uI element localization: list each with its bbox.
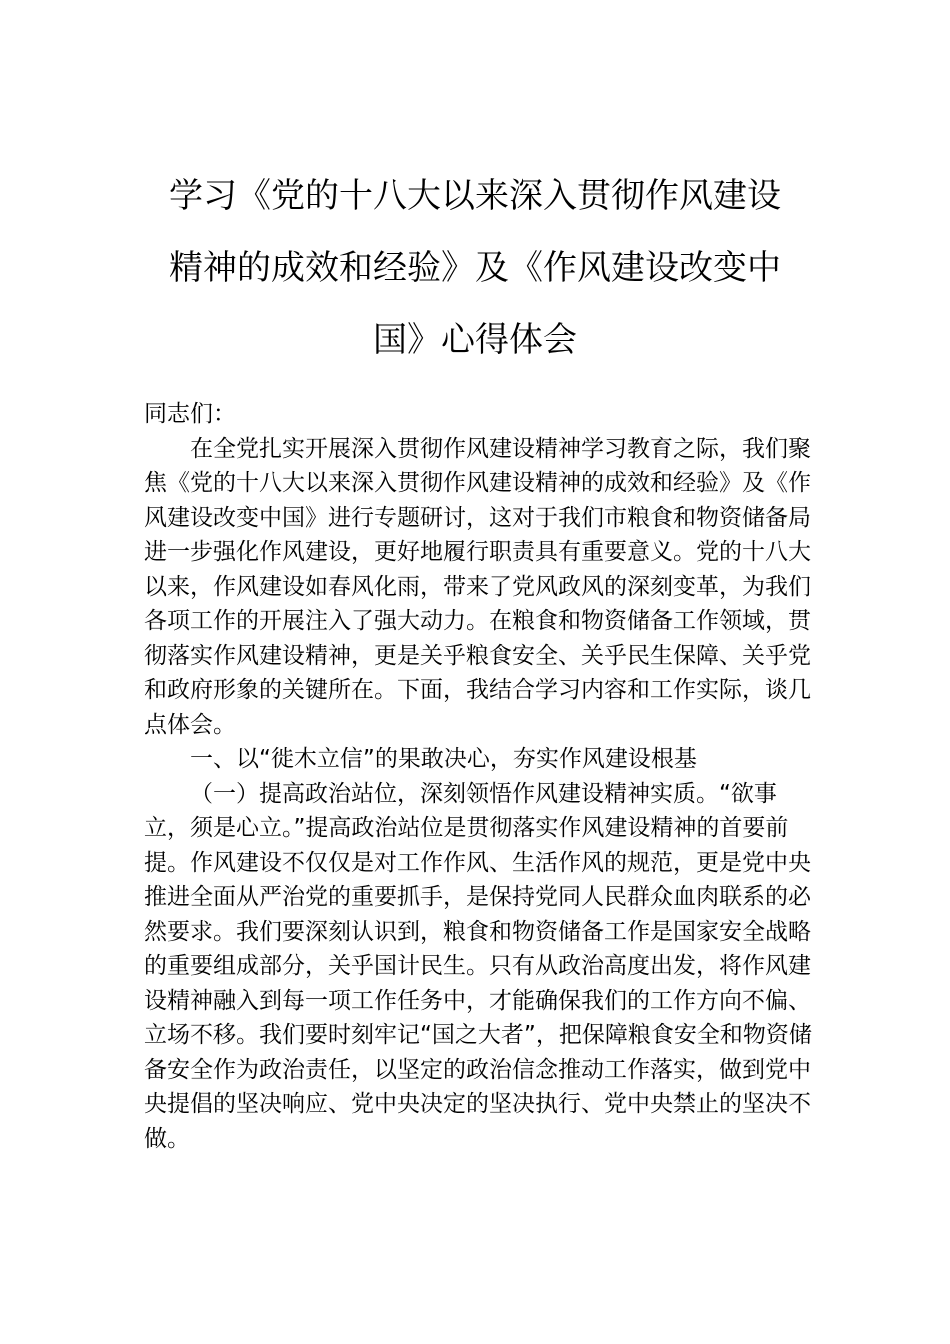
- body-paragraph-intro: 在全党扎实开展深入贯彻作风建设精神学习教育之际，我们聚焦《党的十八大以来深入贯彻作风建设精神的成效和经验》及《作风建设改变中国》进行专题研讨，这对于我们市粮食和物资储备局进一步强化作风建设，更好地履行职责具有重要意义。党的十八大以来，作风建设如春风化雨，带来了党风政风的深刻变革，为我们各项工作的开展注入了强大动力。在粮食和物资储备工作领域，贯彻落实作风建设精神，更是关乎粮食安全、关乎民生保障、关乎党和政府形象的关键所在。下面，我结合学习内容和工作实际，谈几点体会。: [144, 435, 811, 738]
- title-line-1: 学习《党的十八大以来深入贯彻作风建设: [169, 176, 781, 216]
- section-heading-1: 一、以“徙木立信”的果敢决心，夯实作风建设根基: [190, 746, 697, 772]
- title-line-3: 国》心得体会: [373, 320, 577, 360]
- body-paragraph-1-1: （一）提高政治站位，深刻领悟作风建设精神实质。“欲事立，须是心立。”提高政治站位是贯彻落实作风建设精神的首要前提。作风建设不仅仅是对工作作风、生活作风的规范，更是党中央推进全面从严治党的重要抓手，是保持党同人民群众血肉联系的必然要求。我们要深刻认识到，粮食和物资储备工作是国家安全战略的重要组成部分，关乎国计民生。只有从政治高度出发，将作风建设精神融入到每一项工作任务中，才能确保我们的工作方向不偏、立场不移。我们要时刻牢记“国之大者”，把保障粮食安全和物资储备安全作为政治责任，以坚定的政治信念推动工作落实，做到党中央提倡的坚决响应、党中央决定的坚决执行、党中央禁止的坚决不做。: [144, 780, 812, 1152]
- title-line-2: 精神的成效和经验》及《作风建设改变中: [169, 248, 781, 288]
- document-title: [150, 160, 800, 376]
- document-body: [144, 397, 814, 1156]
- greeting: 同志们：: [144, 401, 236, 427]
